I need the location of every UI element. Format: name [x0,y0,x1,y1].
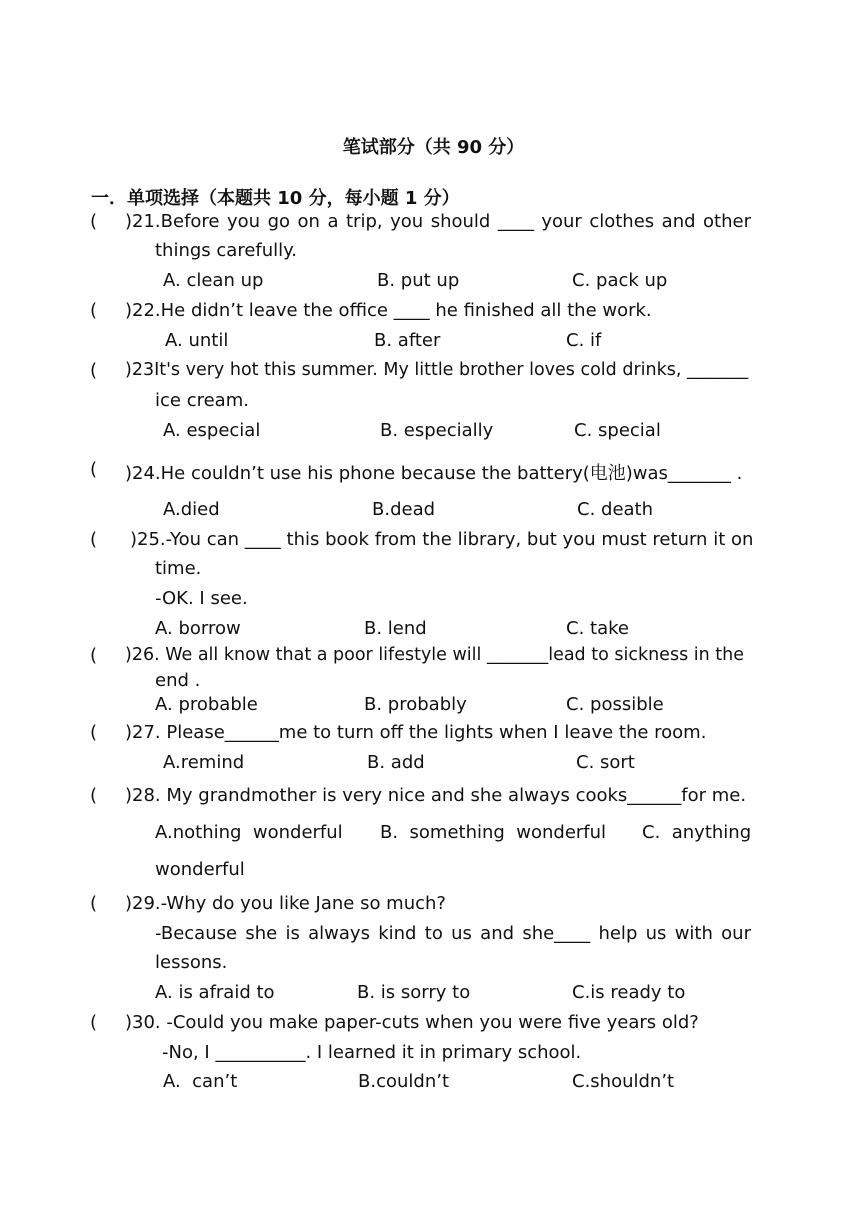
answer-paren: ( [90,893,98,914]
q24-option-b: B.dead [372,499,436,520]
q27-option-b: B. add [367,752,425,773]
answer-paren: ( [90,785,98,806]
q25-option-c: C. take [566,618,629,639]
q28-option-b: B. something wonderful [380,822,607,843]
q21-stem: )21.Before you go on a trip, you should ____ your clothes and other [125,211,751,232]
q29-option-c: C.is ready to [572,982,686,1003]
q29-option-a: A. is afraid to [155,982,275,1003]
q24-option-c: C. death [577,499,654,520]
q21-option-b: B. put up [377,270,460,291]
q26-option-a: A. probable [155,694,258,715]
q22-option-a: A. until [165,330,229,351]
answer-paren: ( [90,1012,98,1033]
q30-stem: )30. -Could you make paper-cuts when you were five years old? [125,1012,699,1033]
q28-option-c: C. anything [642,822,752,843]
answer-paren: ( [90,459,98,480]
q29-option-b: B. is sorry to [357,982,471,1003]
q24-stem: )24.He couldn’t use his phone because the battery(电池)was_______ . [125,463,743,484]
q25-stem: )25.-You can ____ this book from the library, but you must return it on [130,529,754,550]
q30-option-a: A. can’t [163,1071,238,1092]
q27-option-a: A.remind [163,752,245,773]
q28-option-a: A.nothing wonderful [155,822,343,843]
q30-option-c: C.shouldn’t [572,1071,675,1092]
q25-reply: -OK. I see. [155,588,248,609]
answer-paren: ( [90,722,98,743]
answer-paren: ( [90,529,98,550]
q23-stem: )23It's very hot this summer. My little brother loves cold drinks, _______ [125,360,749,380]
q30-reply: -No, I __________. I learned it in primary school. [162,1042,582,1063]
q26-option-c: C. possible [566,694,664,715]
q25-option-b: B. lend [364,618,427,639]
q26-option-b: B. probably [364,694,467,715]
q23-option-a: A. especial [163,420,261,441]
q21-stem-cont: things carefully. [155,240,297,261]
q22-stem: )22.He didn’t leave the office ____ he finished all the work. [125,300,652,321]
answer-paren: ( [90,645,98,666]
q23-stem-cont: ice cream. [155,390,249,411]
q25-option-a: A. borrow [155,618,241,639]
q21-option-a: A. clean up [163,270,264,291]
q22-option-b: B. after [374,330,441,351]
q23-option-c: C. special [574,420,661,441]
q29-reply-cont: lessons. [155,952,228,973]
q24-option-a: A.died [163,499,220,520]
q28-stem: )28. My grandmother is very nice and she always cooks______for me. [125,785,747,806]
q22-option-c: C. if [566,330,602,351]
q28-option-c-cont: wonderful [155,859,245,880]
q25-stem-cont: time. [155,558,202,579]
answer-paren: ( [90,211,98,232]
q29-stem: )29.-Why do you like Jane so much? [125,893,446,914]
answer-paren: ( [90,360,98,381]
q27-option-c: C. sort [576,752,635,773]
q26-stem: )26. We all know that a poor lifestyle will _______lead to sickness in the [125,645,744,665]
q29-reply: -Because she is always kind to us and she____ help us with our [155,923,751,944]
q21-option-c: C. pack up [572,270,668,291]
q23-option-b: B. especially [380,420,494,441]
q26-stem-cont: end . [155,670,201,691]
page-title: 笔试部分（共 90 分） [342,137,525,158]
q27-stem: )27. Please______me to turn off the lights when I leave the room. [125,722,707,743]
q30-option-b: B.couldn’t [358,1071,450,1092]
answer-paren: ( [90,300,98,321]
section-heading: 一．单项选择（本题共 10 分，每小题 1 分） [91,188,460,209]
